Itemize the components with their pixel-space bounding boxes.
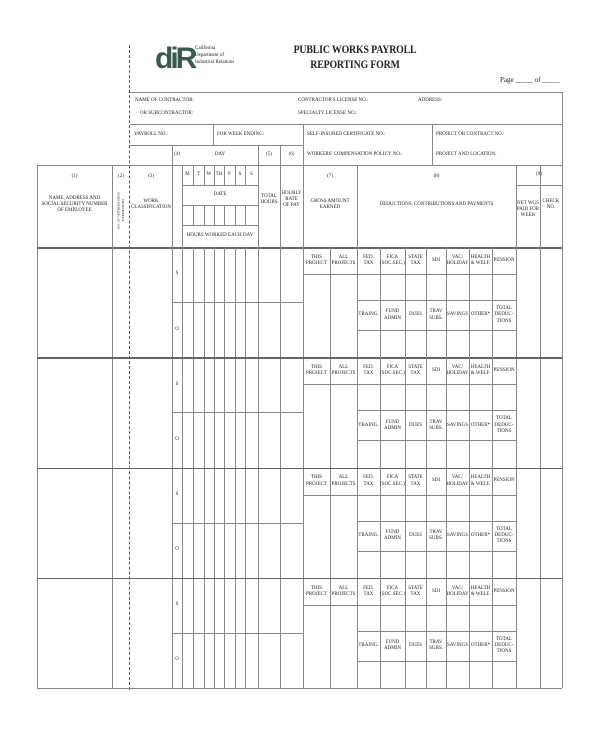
this-project-label: THIS PROJECT <box>305 475 328 487</box>
deduction-label: FUND ADMIN <box>384 309 401 321</box>
grid-line <box>562 92 563 688</box>
straight-time-label: S <box>175 491 179 497</box>
deduction-label: FICA (SOC.SEC.) <box>380 475 405 487</box>
contractor-name-field[interactable]: NAME OF CONTRACTOR: <box>135 97 194 103</box>
deduction-label: HEALTH & WELF. <box>470 254 491 266</box>
net-wages-header: NET WGS PAID FOR WEEK <box>516 200 540 219</box>
page-number-field[interactable]: Page _____ of _____ <box>500 76 560 84</box>
deduction-label: FUND ADMIN <box>384 419 401 431</box>
grid-line <box>213 124 214 145</box>
grid-line <box>130 165 562 166</box>
deduction-label: STATE TAX <box>408 585 423 597</box>
deduction-label: VAC/ HOLIDAY <box>446 365 469 377</box>
col6-label: (6) <box>288 151 295 157</box>
grid-line <box>280 165 281 688</box>
deduction-label: TRAING. <box>358 643 379 649</box>
all-projects-label: ALL PROJECTS <box>331 254 356 266</box>
hourly-rate-header: HOURLY RATE OF PAY <box>281 190 302 209</box>
deduction-label: SAVINGS <box>446 312 469 318</box>
deductions-header: DEDUCTIONS, CONTRIBUTIONS AND PAYMENTS <box>379 201 494 207</box>
grid-line <box>224 205 225 225</box>
col5-label: (5) <box>266 151 272 157</box>
deduction-label: SDI <box>431 478 441 484</box>
deduction-label: HEALTH & WELF. <box>470 365 491 377</box>
deduction-label: STATE TAX <box>408 475 423 487</box>
deduction-label: FED. TAX <box>363 475 374 487</box>
deduction-label: DUES <box>408 312 423 318</box>
grid-line <box>516 185 562 186</box>
deduction-label: SAVINGS <box>446 422 469 428</box>
grid-line <box>112 165 113 688</box>
grid-line <box>172 633 303 634</box>
gross-earned-header: GROSS AMOUNT EARNED <box>310 198 350 210</box>
date-header: DATE <box>213 191 227 197</box>
grid-line <box>182 205 258 206</box>
day-header-m: M <box>185 171 190 177</box>
grid-line <box>245 205 246 225</box>
department-name: California Department of Industrial Relations <box>195 46 235 65</box>
deduction-label: PENSION <box>493 588 515 594</box>
grid-line <box>130 145 303 146</box>
grid-line <box>214 205 215 225</box>
all-projects-label: ALL PROJECTS <box>331 585 356 597</box>
col2-number: (2) <box>118 173 124 179</box>
deduction-label: SAVINGS <box>446 643 469 649</box>
cut-line <box>129 45 130 690</box>
all-projects-label: ALL PROJECTS <box>331 365 356 377</box>
deduction-label: TRAV SUBS. <box>429 640 443 652</box>
grid-line <box>432 124 433 165</box>
deduction-label: SDI <box>431 368 441 374</box>
day-header-f: F <box>228 171 231 177</box>
all-projects-label: ALL PROJECTS <box>331 475 356 487</box>
grid-line <box>193 205 194 225</box>
subcontractor-field[interactable]: OR SUBCONTRACTOR: <box>140 110 194 116</box>
day-header-w: W <box>206 171 212 177</box>
grid-line <box>37 165 130 166</box>
deduction-label: DUES <box>408 532 423 538</box>
grid-line <box>172 523 303 524</box>
workers-comp-field[interactable]: WORKERS' COMPENSATION POLICY NO.: <box>307 151 403 157</box>
grid-line <box>258 165 259 688</box>
col-exemptions-header: NO. OF WITHHOLDING EXEMPTIONS <box>116 191 125 229</box>
col9-number: (9) <box>536 171 542 177</box>
deduction-label: FICA (SOC.SEC.) <box>380 365 405 377</box>
grid-line <box>303 165 304 688</box>
overtime-label: O <box>175 547 179 553</box>
deduction-label: FED. TAX <box>363 254 374 266</box>
dir-logo: diR <box>155 42 195 75</box>
deduction-label: SAVINGS <box>446 532 469 538</box>
overtime-label: O <box>175 326 179 332</box>
hours-each-day-header: HOURS WORKED EACH DAY <box>186 232 254 238</box>
deduction-label: FUND ADMIN <box>384 640 401 652</box>
col1-number: (1) <box>71 173 78 179</box>
day-label: DAY <box>214 151 226 157</box>
deduction-label: TOTAL DEDUC- TIONS <box>494 306 514 324</box>
grid-line <box>130 124 562 125</box>
deduction-label: FED. TAX <box>363 585 374 597</box>
col7-number: (7) <box>327 173 333 179</box>
deduction-label: TRAV SUBS. <box>429 529 443 541</box>
deduction-label: SDI <box>431 588 441 594</box>
col-name-header: NAME, ADDRESS AND SOCIAL SECURITY NUMBER OF EMPLOYEE <box>41 195 108 214</box>
day-header-s: S <box>238 171 242 177</box>
grid-line <box>172 412 303 413</box>
day-header-th: TH <box>215 171 223 177</box>
deduction-label: TOTAL DEDUC- TIONS <box>494 636 514 655</box>
total-hours-header: TOTAL HOURS <box>260 193 278 205</box>
deduction-label: TOTAL DEDUC- TIONS <box>494 416 514 434</box>
deduction-label: DUES <box>408 643 423 649</box>
specialty-license-field[interactable]: SPECIALTY LICENSE NO.: <box>298 110 358 116</box>
grid-line <box>303 124 304 165</box>
deduction-label: TRAING. <box>358 422 379 428</box>
deduction-label: DUES <box>408 422 423 428</box>
straight-time-label: S <box>175 271 179 277</box>
grid-line <box>303 274 357 275</box>
deduction-label: VAC/ HOLIDAY <box>446 475 469 487</box>
grid-line <box>204 205 205 225</box>
day-header-t: T <box>196 171 201 177</box>
deduction-label: STATE TAX <box>408 254 423 266</box>
project-contract-field[interactable]: PROJECT OR CONTRACT NO.: <box>436 131 505 137</box>
straight-time-label: S <box>175 602 179 608</box>
self-insured-field[interactable]: SELF-INSURED CERTIFICATE NO.: <box>307 131 386 137</box>
grid-line <box>235 205 236 225</box>
deduction-label: OTHER* <box>470 643 491 649</box>
deduction-label: HEALTH & WELF. <box>470 475 491 487</box>
this-project-label: THIS PROJECT <box>305 585 328 597</box>
deduction-label: TOTAL DEDUC- TIONS <box>494 526 514 545</box>
deduction-label: SDI <box>431 257 441 263</box>
deduction-label: TRAV SUBS. <box>429 309 443 321</box>
deduction-label: HEALTH & WELF. <box>470 585 491 597</box>
payroll-no-field[interactable]: PAYROLL NO.: <box>135 131 169 137</box>
deduction-label: FUND ADMIN <box>384 529 401 541</box>
deduction-label: FICA (SOC.SEC.) <box>380 585 405 597</box>
check-no-header: CHECK NO. <box>542 198 560 210</box>
grid-line <box>303 384 357 385</box>
deduction-label: PENSION <box>493 478 515 484</box>
overtime-label: O <box>175 436 179 442</box>
deduction-label: STATE TAX <box>408 365 423 377</box>
grid-line <box>172 302 303 303</box>
deduction-label: OTHER* <box>470 312 491 318</box>
deduction-label: PENSION <box>493 257 515 263</box>
this-project-label: THIS PROJECT <box>305 365 328 377</box>
deduction-label: FICA (SOC.SEC.) <box>380 254 405 266</box>
deduction-label: PENSION <box>493 368 515 374</box>
grid-line <box>37 165 38 688</box>
contractor-license-field[interactable]: CONTRACTOR'S LICENSE NO.: <box>298 97 369 103</box>
deduction-label: VAC/ HOLIDAY <box>446 254 469 266</box>
grid-line <box>303 605 357 606</box>
page-title: PUBLIC WORKS PAYROLL REPORTING FORM <box>293 42 417 71</box>
col4-label: (4) <box>174 151 180 157</box>
project-location-field[interactable]: PROJECT AND LOCATION: <box>436 151 497 157</box>
grid-line <box>130 92 562 93</box>
deduction-label: OTHER* <box>470 532 491 538</box>
straight-time-label: S <box>175 381 179 387</box>
deduction-label: FED. TAX <box>363 365 374 377</box>
deduction-label: VAC/ HOLIDAY <box>446 585 469 597</box>
grid-line <box>540 165 541 688</box>
col8-number: (8) <box>433 173 440 179</box>
grid-line <box>303 495 357 496</box>
deduction-label: TRAING. <box>358 312 379 318</box>
grid-line <box>516 165 517 688</box>
col3-number: (3) <box>148 173 154 179</box>
overtime-label: O <box>175 657 179 663</box>
this-project-label: THIS PROJECT <box>305 254 328 266</box>
deduction-label: OTHER* <box>470 422 491 428</box>
week-ending-field[interactable]: FOR WEEK ENDING: <box>217 131 265 137</box>
col-classification-header: WORK CLASSIFICATION <box>130 198 171 210</box>
day-header-s: S <box>250 171 253 177</box>
grid-line <box>37 688 562 689</box>
deduction-label: TRAV SUBS. <box>429 419 443 431</box>
address-field[interactable]: ADDRESS: <box>418 97 443 103</box>
deduction-label: TRAING. <box>358 532 379 538</box>
